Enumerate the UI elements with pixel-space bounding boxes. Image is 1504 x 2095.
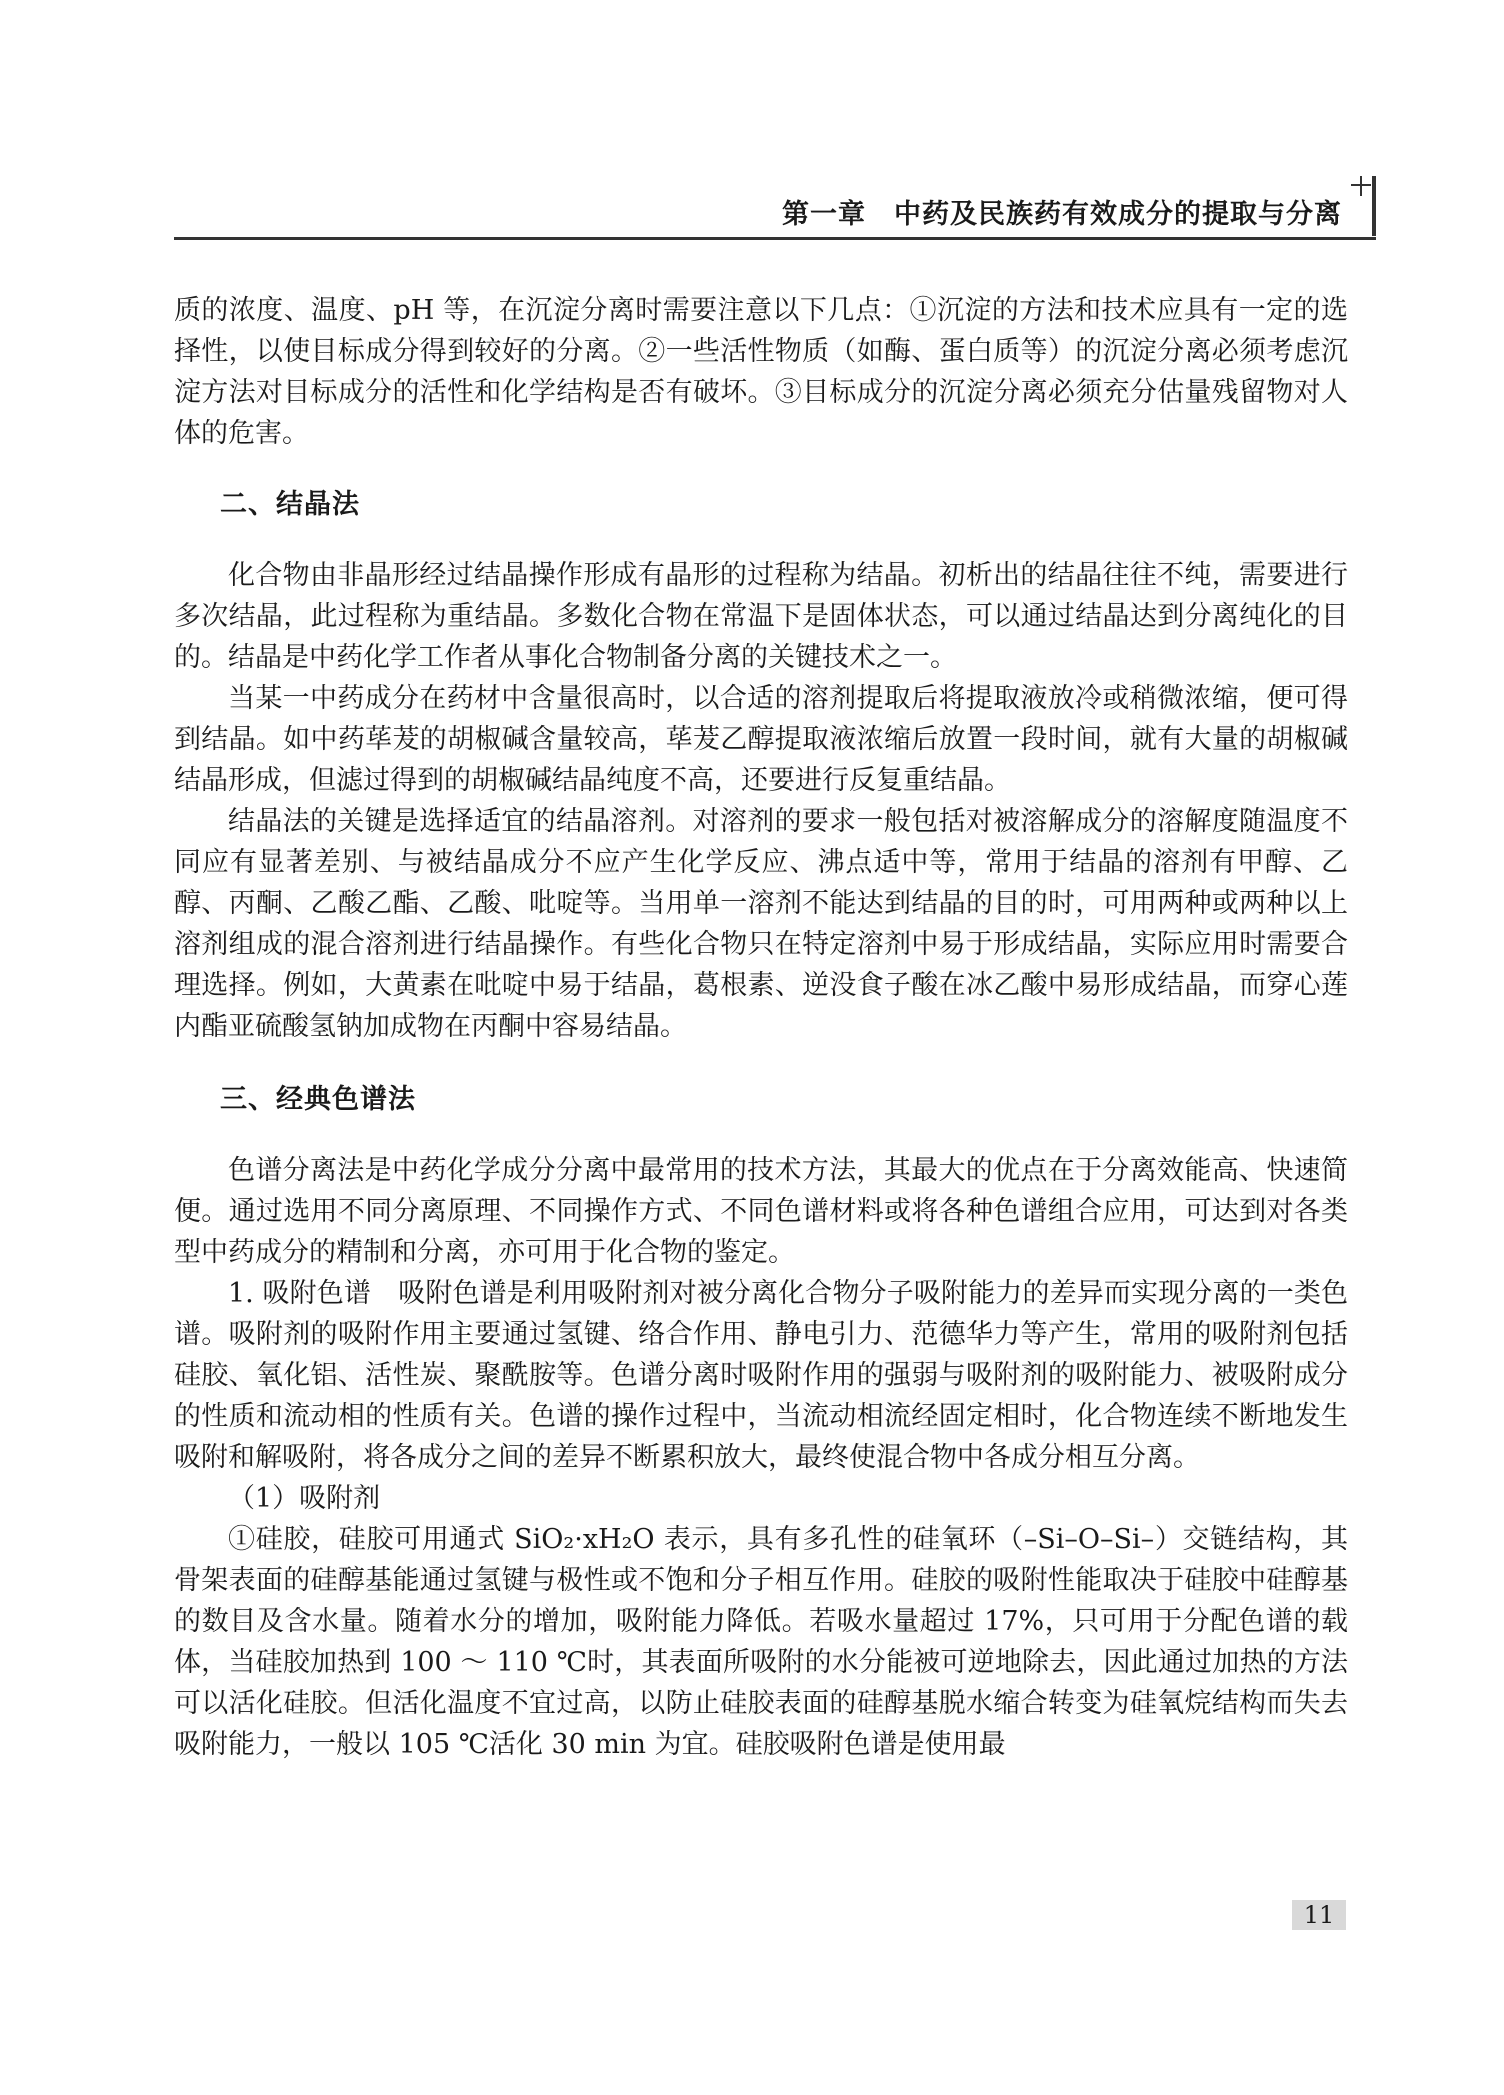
section-heading-crystallization: 二、结晶法 <box>220 489 360 520</box>
header-rule <box>174 237 1376 240</box>
running-header <box>174 188 1376 238</box>
corner-plus-icon <box>1348 176 1376 234</box>
paragraph-crystallization-example: 当某一中药成分在药材中含量很高时，以合适的溶剂提取后将提取液放冷或稍微浓缩，便可得到结晶。如中药荜茇的胡椒碱含量较高，荜茇乙醇提取液浓缩后放置一段时间，就有大量的胡椒碱结晶形成，但滤过得到的胡椒碱结晶纯度不高，还要进行反复重结晶。 <box>174 683 1348 796</box>
chapter-title: 第一章 中药及民族药有效成分的提取与分离 <box>782 199 1342 230</box>
paragraph-precipitation-notes: 质的浓度、温度、pH 等，在沉淀分离时需要注意以下几点：①沉淀的方法和技术应具有一定的选择性，以使目标成分得到较好的分离。②一些活性物质（如酶、蛋白质等）的沉淀分离必须考虑沉淀方法对目标成分的活性和化学结构是否有破坏。③目标成分的沉淀分离必须充分估量残留物对人体的危害。 <box>174 295 1348 449</box>
paragraph-adsorbent-heading: （1）吸附剂 <box>228 1483 381 1514</box>
paragraph-crystallization-definition: 化合物由非晶形经过结晶操作形成有晶形的过程称为结晶。初析出的结晶往往不纯，需要进行多次结晶，此过程称为重结晶。多数化合物在常温下是固体状态，可以通过结晶达到分离纯化的目的。结晶是中药化学工作者从事化合物制备分离的关键技术之一。 <box>174 560 1348 673</box>
paragraph-chromatography-intro: 色谱分离法是中药化学成分分离中最常用的技术方法，其最大的优点在于分离效能高、快速简便。通过选用不同分离原理、不同操作方式、不同色谱材料或将各种色谱组合应用，可达到对各类型中药成分的精制和分离，亦可用于化合物的鉴定。 <box>174 1155 1348 1268</box>
paragraph-adsorption-chromatography: 1. 吸附色谱 吸附色谱是利用吸附剂对被分离化合物分子吸附能力的差异而实现分离的一类色谱。吸附剂的吸附作用主要通过氢键、络合作用、静电引力、范德华力等产生，常用的吸附剂包括硅胶、氧化铝、活性炭、聚酰胺等。色谱分离时吸附作用的强弱与吸附剂的吸附能力、被吸附成分的性质和流动相的性质有关。色谱的操作过程中，当流动相流经固定相时，化合物连续不断地发生吸附和解吸附，将各成分之间的差异不断累积放大，最终使混合物中各成分相互分离。 <box>174 1278 1348 1473</box>
page-body <box>174 290 1348 1765</box>
paragraph-crystallization-solvent: 结晶法的关键是选择适宜的结晶溶剂。对溶剂的要求一般包括对被溶解成分的溶解度随温度不同应有显著差别、与被结晶成分不应产生化学反应、沸点适中等，常用于结晶的溶剂有甲醇、乙醇、丙酮、乙酸乙酯、乙酸、吡啶等。当用单一溶剂不能达到结晶的目的时，可用两种或两种以上溶剂组成的混合溶剂进行结晶操作。有些化合物只在特定溶剂中易于形成结晶，实际应用时需要合理选择。例如，大黄素在吡啶中易于结晶，葛根素、逆没食子酸在冰乙酸中易形成结晶，而穿心莲内酯亚硫酸氢钠加成物在丙酮中容易结晶。 <box>174 806 1348 1042</box>
section-heading-chromatography: 三、经典色谱法 <box>220 1084 416 1115</box>
paragraph-silica-gel: ①硅胶，硅胶可用通式 SiO₂·xH₂O 表示，具有多孔性的硅氧环（–Si–O–Si–）交链结构，其骨架表面的硅醇基能通过氢键与极性或不饱和分子相互作用。硅胶的吸附性能取决于硅胶中硅醇基的数目及含水量。随着水分的增加，吸附能力降低。若吸水量超过 17%，只可用于分配色谱的载体，当硅胶加热到 100 ～ 110 ℃时，其表面所吸附的水分能被可逆地除去，因此通过加热的方法可以活化硅胶。但活化温度不宜过高，以防止硅胶表面的硅醇基脱水缩合转变为硅氧烷结构而失去吸附能力，一般以 105 ℃活化 30 min 为宜。硅胶吸附色谱是使用最 <box>174 1524 1348 1760</box>
page-number: 11 <box>1292 1900 1346 1930</box>
